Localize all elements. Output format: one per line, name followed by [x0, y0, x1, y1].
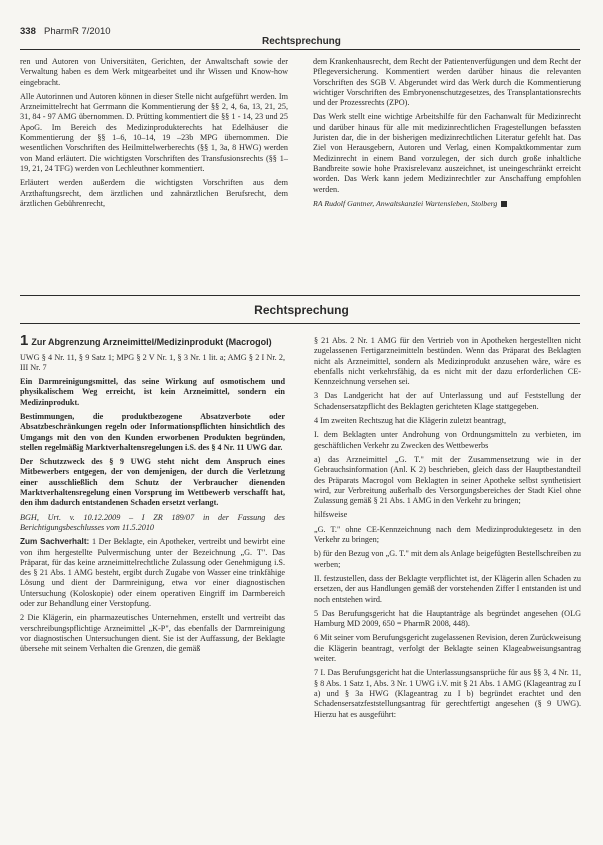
page-number: 338 [20, 26, 36, 37]
facts-paragraph: § 21 Abs. 2 Nr. 1 AMG für den Vertrieb von in Apotheken hergestellten nicht zugelassenen Fertigarzneimitteln bestünden. Wenn das Präparat des Beklagten nicht als Arzneimittel, sondern als Medizinprodukt anzusehen wäre, wäre es ebenfalls nicht verkehrsfähig, da es nicht mit der dazu erforderlichen CE-Kennzeichnung versehen sei. [314, 336, 581, 387]
review-signature-text: RA Rudolf Gantner, Anwaltskanzlei Wartensleben, Stolberg [313, 198, 498, 208]
facts-paragraph: 6 Mit seiner vom Berufungsgericht zugelassenen Revision, deren Zurückweisung die Klägerin beantragt, verfolgt der Beklagte seinen Klageabweisungsantrag weiter. [314, 633, 581, 664]
review-paragraph: Das Werk stellt eine wichtige Arbeitshilfe für den Fachanwalt für Medizinrecht und darüber hinaus für alle mit medizinrechtlichen Fragestellungen befassten Juristen dar, die in der bisherigen medizinrechtlichen Literatur gefehlt hat. Das Ziel von Herausgebern, Autoren und Verlag, einen Kompaktkommentar zum Medizinrecht in einem Band vorzulegen, der sich durch große inhaltliche Bandbreite sowie hohe Praxisrelevanz auszeichnet, ist uneingeschränkt erreicht worden. Das Werk kann jedem Medizinrechtler zur Anschaffung empfohlen werden. [313, 112, 581, 194]
journal-issue: PharmR 7/2010 [44, 26, 111, 37]
facts-paragraph: b) für den Bezug von „G. T." mit dem als Anlage beigefügten Bestellschreiben zu werben; [314, 549, 582, 569]
court-citation: BGH, Urt. v. 10.12.2009 – I ZR 189/07 in der Fassung des Berichtigungsbeschlusses vom 11.5.2010 [20, 512, 285, 532]
facts-text: 1 Der Beklagte, ein Apotheker, vertreibt und bewirbt eine von ihm hergestellte Pulvermischung unter der Bezeichnung „G. T". Das Präparat, für das keine arzneimittelrechtliche Zulassung oder Genehmigung i.S. des § 21 Abs. 1 AMG besteht, ergibt durch Zugabe von Wasser eine trinkfähige Lösung und dient der Darmreinigung, etwa vor einer diagnostischen Untersuchung (Koloskopie) oder einem operativen Eingriff im Darmbereich oder zur Behandlung einer Verstopfung. [20, 537, 286, 609]
case-number: 1 [20, 332, 29, 349]
review-paragraph: Alle Autorinnen und Autoren können in dieser Stelle nicht aufgeführt werden. Im Arzneimittelrecht hat Gerrmann die Kommentierung der §§ 2, 4, 6a, 13, 21, 25, 31, 84 - 97 AMG übernommen. D. Prütting kommentiert die §§ 1 - 14, 23 und 25 ApoG. Im Bereich des Medizinprodukterechts hat Edelhäuser die Kommentierung der §§ 1–6, 10–14, 19 –23b MPG übernommen. Die wesentlichen Vorschriften des Heilmittelwerberechts (§§ 1, 3a, 8 HWG) werden von Mand erläutert. Die wichtigsten Vorschriften des Transfusionsrechts (§§ 1–19, 21, 24 TFG) werden von Lechleuthner kommentiert. [20, 91, 288, 173]
facts-paragraph [20, 537, 285, 609]
headnote: Ein Darmreinigungsmittel, das seine Wirkung auf osmotischem und physikalischem Weg erreicht, ist kein Arzneimittel, sondern ein Medizinprodukt. [20, 377, 285, 407]
case-column-left [20, 332, 286, 659]
facts-paragraph: a) das Arzneimittel „G. T." mit der Zusammensetzung wie in der Gebrauchsinformation (Anl. K 2) beschrieben, gleich dass der Hauptbestandteil des Präparats Macrogol vom Beklagten in seiner Apotheke selbst synthetisiert wird, zur Verbreitung außerhalb des Versorgungsbereiches der Stadt Kiel ohne Zulassung gemäß § 21 Abs. 1 AMG in den Verkehr zu bringen; [314, 454, 581, 506]
review-column-right [313, 57, 581, 213]
facts-paragraph: I. dem Beklagten unter Androhung von Ordnungsmitteln zu verbieten, im geschäftlichen Verkehr zu Zwecken des Wettbewerbs [314, 430, 581, 450]
running-section-title: Rechtsprechung [262, 36, 341, 47]
headnote: Der Schutzzweck des § 9 UWG steht nicht dem Anspruch eines Mitbewerbers entgegen, der von demjenigen, der durch die Verletzung einer ausschließlich dem Schutz der Verbraucher dienenden Marktverhaltensregelung einen Vorsprung im Wettbewerb verschafft hat, den ihm dadurch entstandenen Schaden ersetzt verlangt. [20, 457, 285, 508]
case-title-text: Zur Abgrenzung Arzneimittel/Medizinprodukt (Macrogol) [31, 337, 272, 347]
case-title [20, 332, 285, 349]
facts-paragraph: „G. T." ohne CE-Kennzeichnung nach dem Medizinproduktegesetz in den Verkehr zu bringen; [314, 524, 581, 545]
review-column-left [20, 57, 288, 213]
facts-paragraph: II. festzustellen, dass der Beklagte verpflichtet ist, der Klägerin allen Schaden zu ersetzen, der aus Handlungen gemäß der vorstehenden Ziffer I entstanden ist und noch entstehen wird. [314, 573, 581, 604]
review-signature [313, 199, 581, 209]
header-rule [20, 49, 580, 50]
end-mark [501, 201, 507, 207]
facts-heading: Zum Sachverhalt: [20, 537, 90, 547]
review-paragraph: ren und Autoren von Universitäten, Gerichten, der Anwaltschaft sowie der Verwaltung haben es dem Werk mitgearbeitet und ihr Wissen und Know-how eingebracht. [20, 57, 288, 87]
section-rule-top [20, 295, 580, 296]
section-title: Rechtsprechung [254, 303, 349, 317]
facts-paragraph: 5 Das Berufungsgericht hat die Hauptanträge als begründet angesehen (OLG Hamburg MD 2009, 650 = PharmR 2008, 448). [314, 608, 581, 629]
facts-paragraph: hilfsweise [314, 510, 348, 520]
facts-paragraph: 7 I. Das Berufungsgericht hat die Unterlassungsansprüche für aus §§ 3, 4 Nr. 11, § 8 Abs. 1 Satz 1, Abs. 3 Nr. 1 UWG i.V. mit § 21 Abs. 1 AMG (Klageantrag zu I a) und § 3a HWG (Klageantrag zu I b) begründet erachtet und den Schadensersatzfeststellungsantrag für gerechtfertigt angesehen (§ 9 UWG). Hierzu hat es ausgeführt: [314, 668, 581, 719]
review-paragraph: dem Krankenhausrecht, dem Recht der Patientenverfügungen und dem Recht der Pflegeversicherung. Kommentiert werden darüber hinaus die relevanten Vorschriften des SGB V. Abgerundet wird das Werk durch die Kommentierung wichtiger Vorschriften des Embryonenschutzgesetzes, des Transplantationsrechts und der Prozessrechts (ZPO). [313, 57, 581, 108]
headnote: Bestimmungen, die produktbezogene Absatzverbote oder Absatzbeschränkungen regeln oder Informationspflichten hinsichtlich des Umgangs mit den von den Kunden erworbenen Produkten begründen, stellen regelmäßig Marktverhaltensregelungen i.S. des § 4 Nr. 11 UWG dar. [20, 411, 285, 452]
facts-paragraph: 4 Im zweiten Rechtszug hat die Klägerin zuletzt beantragt, [314, 416, 507, 426]
case-column-right [314, 336, 581, 724]
facts-paragraph: 3 Das Landgericht hat der auf Unterlassung und auf Feststellung der Schadensersatzpflicht des Beklagten gerichteten Klage stattgegeben. [314, 391, 581, 411]
case-norms: UWG § 4 Nr. 11, § 9 Satz 1; MPG § 2 V Nr. 1, § 3 Nr. 1 lit. a; AMG § 2 I Nr. 2, III Nr. 7 [20, 352, 285, 372]
review-paragraph: Erläutert werden außerdem die wichtigsten Vorschriften aus dem Arzthaftungsrecht, dem ärztlichen und zahnärztlichen Berufsrecht, dem ärztlichen Gebührenrecht, [20, 178, 288, 208]
facts-paragraph: 2 Die Klägerin, ein pharmazeutisches Unternehmen, erstellt und vertreibt das verschreibungspflichtige Arzneimittel „K-P", das ebenfalls der Darmreinigung vor diagnostischen Untersuchungen dient. Sie ist der Auffassung, der Beklagte übersehe mit seinem Verhalten die Grenzen, die gemäß [20, 613, 285, 654]
section-rule-bottom [20, 323, 580, 324]
